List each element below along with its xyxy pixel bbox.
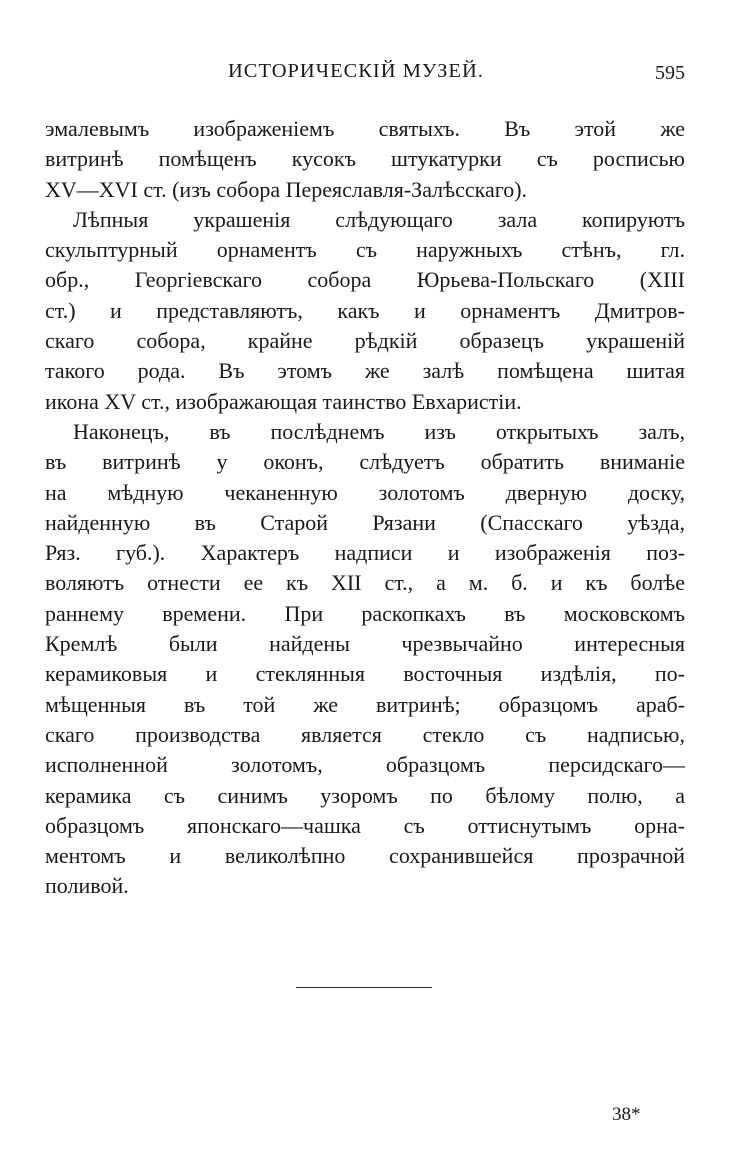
text-line: Лѣпныя украшенiя слѣдующаго зала копируютъ — [73, 206, 685, 232]
text-line: скаго производства является стекло съ надписью, — [45, 721, 685, 747]
text-line: воляютъ отнести ее къ XII ст., а м. б. и къ болѣе — [45, 570, 685, 596]
text-line: скаго собора, крайне рѣдкiй образецъ украшенiй — [45, 328, 685, 354]
page-number: 595 — [655, 62, 685, 84]
text-line: эмалевымъ изображенiемъ святыхъ. Въ этой же — [45, 116, 685, 141]
text-line: обр., Георгiевскаго собора Юрьева-Польскаго (XIII — [45, 267, 685, 293]
text-line: ст.) и представляютъ, какъ и орнаментъ Дмитров- — [45, 297, 685, 323]
text-line: ментомъ и великолѣпно сохранившейся прозрачной — [45, 843, 685, 869]
text-line: Кремлѣ были найдены чрезвычайно интересныя — [45, 631, 685, 657]
text-line: раннему времени. При раскопкахъ въ московскомъ — [45, 600, 685, 626]
body-text — [45, 114, 685, 902]
text-line: керамика съ синимъ узоромъ по бѣлому полю, а — [45, 782, 685, 808]
section-end-rule — [296, 987, 432, 988]
text-line: образцомъ японскаго—чашка съ оттиснутымъ орна- — [45, 812, 685, 838]
text-line: Наконецъ, въ послѣднемъ изъ открытыхъ залъ, — [73, 418, 685, 444]
text-line: мѣщенныя въ той же витринѣ; образцомъ араб- — [45, 691, 685, 717]
text-line: XV—XVI ст. (изъ собора Переяславля-Залѣсскаго). — [45, 176, 528, 202]
text-line: Ряз. губ.). Характеръ надписи и изображенiя поз- — [45, 540, 685, 566]
text-line: поливой. — [45, 873, 129, 899]
text-line: скульптурный орнаментъ съ наружныхъ стѣнъ, гл. — [45, 237, 685, 263]
text-line: исполненной золотомъ, образцомъ персидскаго— — [45, 752, 685, 778]
running-title: ИСТОРИЧЕСКIЙ МУЗЕЙ. — [228, 60, 484, 82]
text-line: витринѣ помѣщенъ кусокъ штукатурки съ росписью — [45, 146, 685, 172]
text-line: керамиковыя и стеклянныя восточныя издѣлiя, по- — [45, 661, 685, 687]
signature-mark: 38* — [612, 1104, 641, 1125]
text-line: такого рода. Въ этомъ же залѣ помѣщена шитая — [45, 358, 685, 384]
text-line: на мѣдную чеканенную золотомъ дверную доску, — [45, 479, 685, 505]
text-line: въ витринѣ у оконъ, слѣдуетъ обратить вниманiе — [45, 449, 685, 475]
text-line: найденную въ Старой Рязани (Спасскаго уѣзда, — [45, 509, 685, 535]
text-line: икона XV ст., изображающая таинство Евхаристiи. — [45, 388, 522, 414]
